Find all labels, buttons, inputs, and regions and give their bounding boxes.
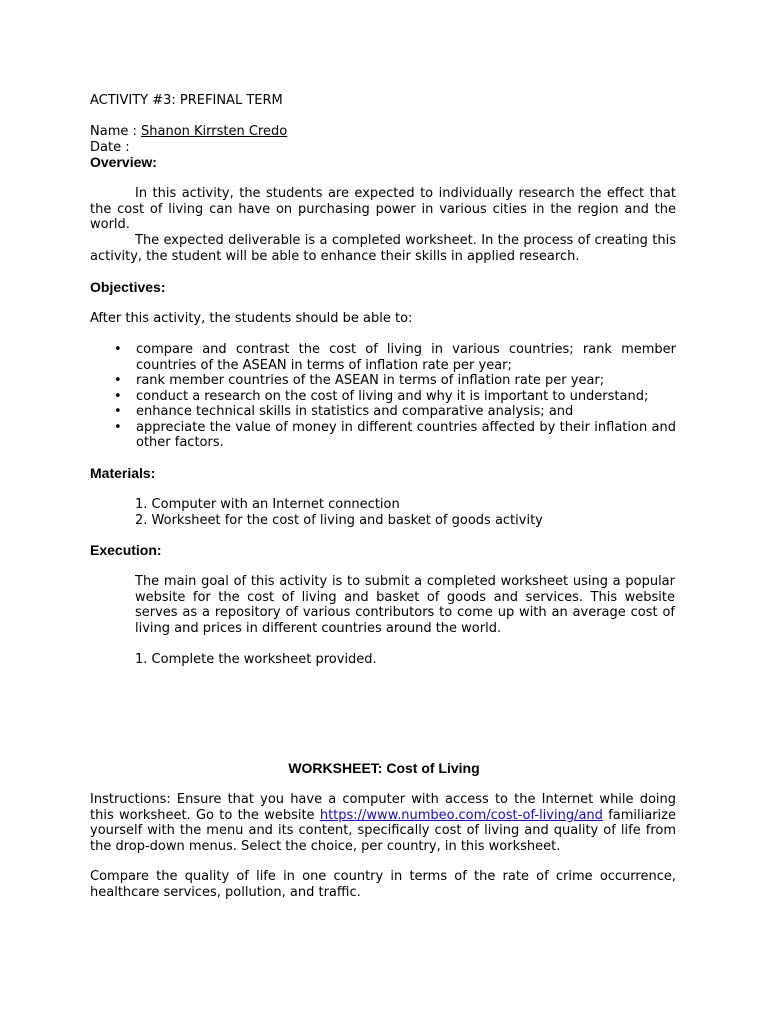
list-item: • appreciate the value of money in different countries affected by their inflation and other factors. — [114, 419, 676, 450]
numbeo-link[interactable]: https://www.numbeo.com/cost-of-living/and — [319, 807, 603, 823]
materials-heading: Materials: — [90, 465, 156, 481]
objectives-heading: Objectives: — [90, 279, 166, 295]
objectives-intro: After this activity, the students should be able to: — [90, 311, 413, 326]
execution-step: 1. Complete the worksheet provided. — [135, 652, 377, 667]
execution-paragraph: The main goal of this activity is to submit a completed worksheet using a popular website for the cost of living and basket of goods and services. This website serves as a repository of various contributors to come up with an average cost of living and prices in different countries around the world. — [135, 574, 675, 636]
overview-paragraph-1: In this activity, the students are expected to individually research the effect that the cost of living can have on purchasing power in various cities in the region and the world. — [90, 186, 676, 232]
name-value: Shanon Kirrsten Credo — [141, 124, 288, 139]
worksheet-title: WORKSHEET: Cost of Living — [288, 760, 480, 776]
bullet-icon: • — [114, 419, 122, 435]
bullet-icon: • — [114, 388, 122, 404]
list-item: 2. Worksheet for the cost of living and basket of goods activity — [135, 512, 543, 528]
activity-title: ACTIVITY #3: PREFINAL TERM — [90, 93, 283, 108]
objectives-list — [90, 342, 676, 451]
date-label: Date : — [90, 140, 130, 155]
materials-list — [135, 497, 675, 528]
bullet-icon: • — [114, 342, 122, 357]
overview-paragraph-2: The expected deliverable is a completed worksheet. In the process of creating this activity, the student will be able to enhance their skills in applied research. — [90, 233, 676, 264]
list-item: 1. Computer with an Internet connection — [135, 497, 400, 512]
worksheet-instructions: Instructions: Ensure that you have a computer with access to the Internet while doing this worksheet. Go to the website https://www.numbeo.com/cost-of-living/and familiarize yourself with the menu and its content, specifically cost of living and quality of life from the drop-down menus. Select the choice, per country, in this worksheet. — [90, 792, 676, 854]
name-line — [90, 124, 287, 139]
list-item: • compare and contrast the cost of living in various countries; rank member countries of the ASEAN in terms of inflation rate per year; — [114, 342, 676, 373]
execution-heading: Execution: — [90, 542, 162, 558]
list-item: • rank member countries of the ASEAN in terms of inflation rate per year; — [114, 373, 605, 388]
worksheet-compare: Compare the quality of life in one country in terms of the rate of crime occurrence, healthcare services, pollution, and traffic. — [90, 869, 676, 900]
list-item: • conduct a research on the cost of living and why it is important to understand; — [114, 388, 649, 404]
name-label: Name : — [90, 124, 141, 139]
list-item: • enhance technical skills in statistics and comparative analysis; and — [114, 404, 574, 419]
overview-heading: Overview: — [90, 154, 157, 170]
bullet-icon: • — [114, 373, 122, 388]
bullet-icon: • — [114, 404, 122, 419]
